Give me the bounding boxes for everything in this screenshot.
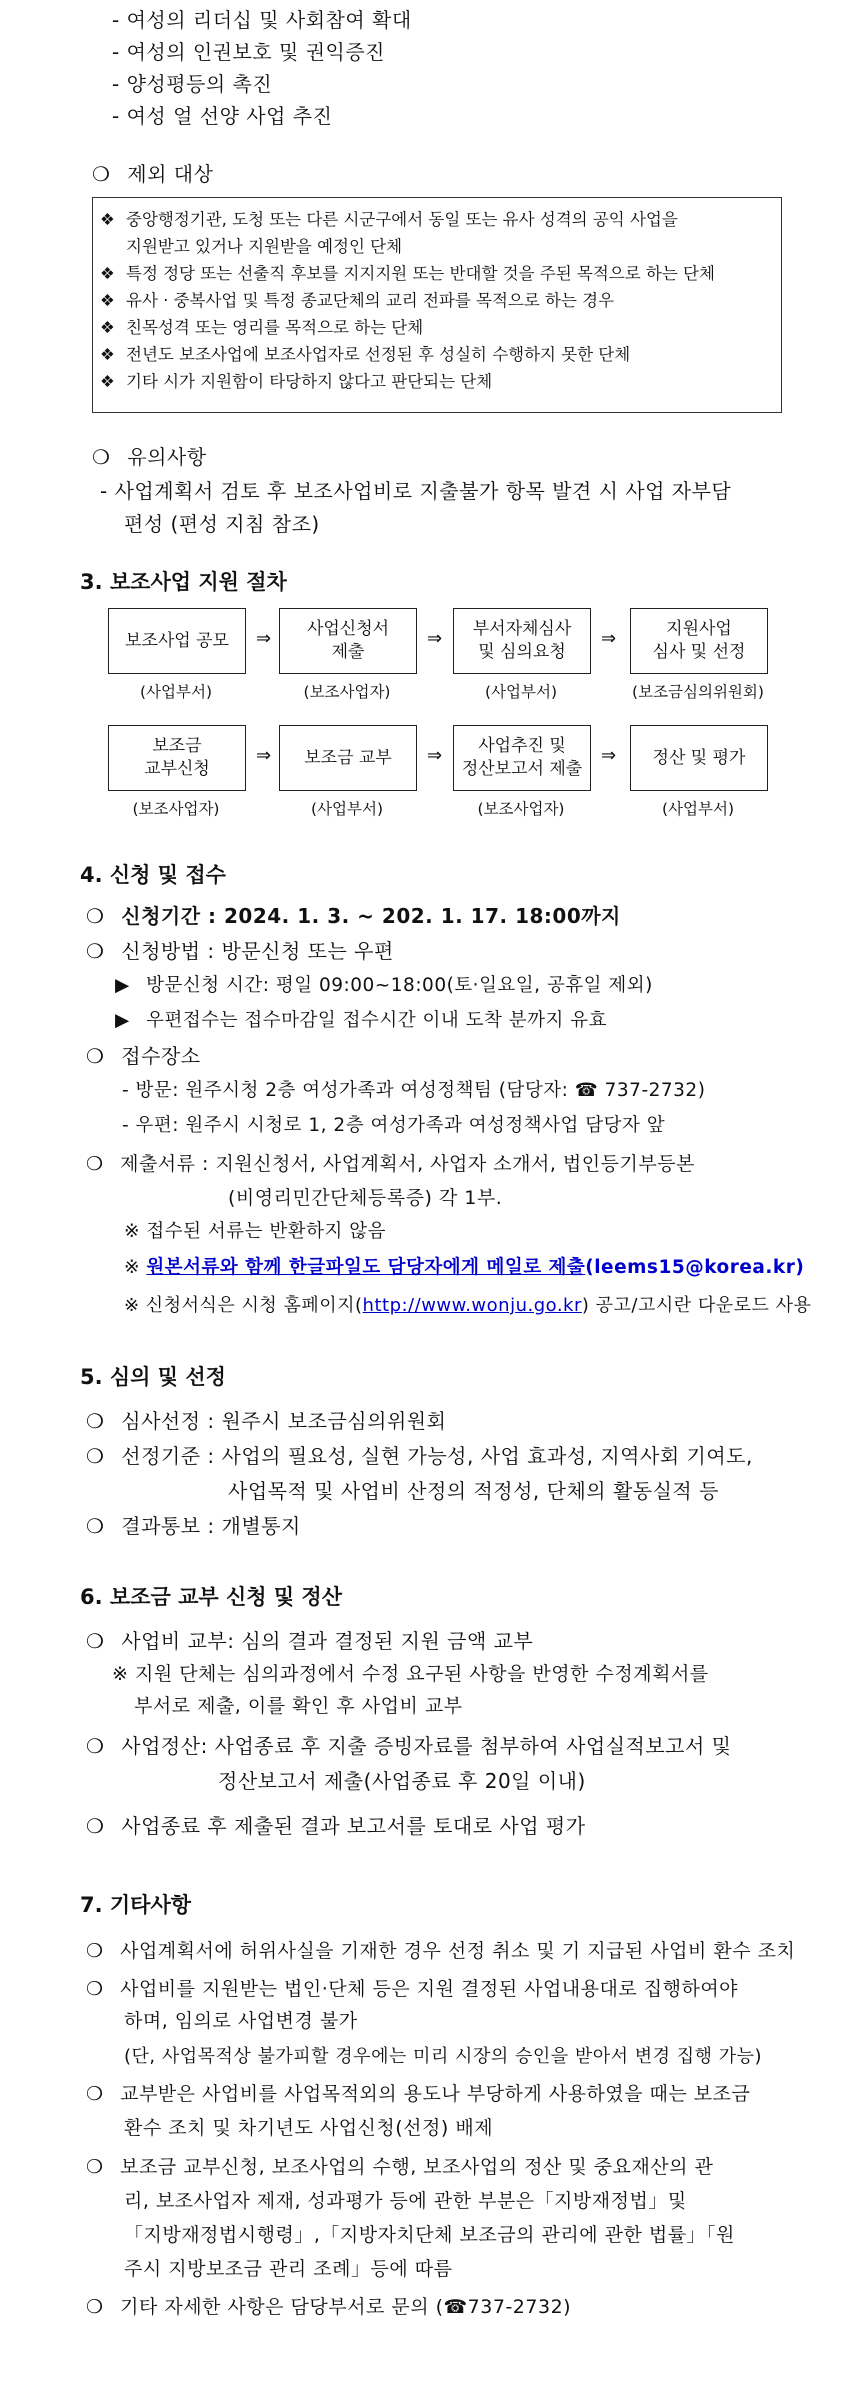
arrow-icon: ⇒ [256, 628, 272, 649]
exclusion-item-1-cont: 지원받고 있거나 지원받을 예정인 단체 [126, 237, 403, 256]
exclusion-item-4: ❖ 친목성격 또는 영리를 목적으로 하는 단체 [100, 316, 423, 340]
misc-item-2-note: (단, 사업목적상 불가피할 경우에는 미리 시장의 승인을 받아서 변경 집행 가능) [124, 2046, 763, 2067]
misc-item-3-cont: 환수 조치 및 차기년도 사업신청(선정) 배제 [124, 2117, 494, 2139]
grant-note-1: ※ 지원 단체는 심의과정에서 수정 요구된 사항을 반영한 수정계획서를 [112, 1663, 709, 1685]
misc-item-4: ❍ 보조금 교부신청, 보조사업의 수행, 보조사업의 정산 및 중요재산의 관 [86, 2156, 714, 2178]
arrow-icon: ⇒ [427, 745, 443, 766]
flow-step-1-label: (사업부서) [140, 683, 212, 701]
docs-note-3: ※ 신청서식은 시청 홈페이지(http://www.wonju.go.kr) 공고/고시란 다운로드 사용 [124, 1295, 812, 1316]
settlement-line-2: 정산보고서 제출(사업종료 후 20일 이내) [218, 1769, 586, 1793]
section-6-title: 6. 보조금 교부 신청 및 정산 [80, 1585, 343, 1609]
circle-bullet-icon: ❍ [86, 1978, 104, 2000]
flow-step-7: 사업추진 및 정산보고서 제출 [453, 725, 591, 791]
flow-step-5: 보조금 교부신청 [108, 725, 246, 791]
triangle-bullet-icon: ▶ [115, 1010, 130, 1031]
grant-line: ❍ 사업비 교부: 심의 결과 결정된 지원 금액 교부 [86, 1629, 534, 1653]
flow-step-6: 보조금 교부 [279, 725, 417, 791]
exclusion-item-3: ❖ 유사 · 중복사업 및 특정 종교단체의 교리 전파를 목적으로 하는 경우 [100, 289, 614, 313]
apply-method: ❍ 신청방법 : 방문신청 또는 우편 [86, 939, 394, 963]
misc-item-4-cont-1: 리, 보조사업자 제재, 성과평가 등에 관한 부분은「지방재정법」및 [124, 2190, 687, 2212]
flow-step-3: 부서자체심사 및 심의요청 [453, 608, 591, 674]
flow-step-3-label: (사업부서) [485, 683, 557, 701]
flow-step-1: 보조사업 공모 [108, 608, 246, 674]
flow-step-4: 지원사업 심사 및 선정 [630, 608, 768, 674]
notice-line-1: - 사업계획서 검토 후 보조사업비로 지출불가 항목 발견 시 사업 자부담 [100, 479, 732, 503]
goal-item-1: - 여성의 리더십 및 사회참여 확대 [112, 8, 412, 32]
exclusion-title: 제외 대상 [127, 162, 214, 186]
arrow-icon: ⇒ [601, 745, 617, 766]
circle-bullet-icon: ❍ [86, 1814, 105, 1838]
circle-bullet-icon: ❍ [86, 2296, 104, 2318]
docs-note-1: ※ 접수된 서류는 반환하지 않음 [124, 1221, 386, 1242]
circle-bullet-icon: ❍ [86, 1444, 105, 1468]
exclusion-heading [92, 160, 213, 188]
flow-step-4-label: (보조금심의위원회) [632, 683, 764, 701]
criteria-line-2: 사업목적 및 사업비 산정의 적정성, 단체의 활동실적 등 [228, 1479, 719, 1503]
circle-bullet-icon: ❍ [86, 1409, 105, 1433]
goal-item-4: - 여성 얼 선양 사업 추진 [112, 104, 333, 128]
misc-item-4-cont-2: 「지방재정법시행령」,「지방자치단체 보조금의 관리에 관한 법률」「원 [124, 2224, 735, 2246]
result-notice: ❍ 결과통보 : 개별통지 [86, 1514, 301, 1538]
section-5-title: 5. 심의 및 선정 [80, 1365, 226, 1389]
circle-bullet-icon: ❍ [86, 904, 105, 928]
misc-item-4-cont-3: 주시 지방보조금 관리 조례」등에 따름 [124, 2258, 453, 2280]
misc-item-5: ❍ 기타 자세한 사항은 담당부서로 문의 (☎737-2732) [86, 2296, 572, 2318]
misc-item-2-cont: 하며, 임의로 사업변경 불가 [124, 2010, 358, 2032]
circle-bullet-icon: ❍ [92, 445, 111, 469]
diamond-bullet-icon: ❖ [100, 345, 115, 364]
visit-time: ▶ 방문신청 시간: 평일 09:00~18:00(토·일요일, 공휴일 제외) [115, 975, 653, 996]
section-7-title: 7. 기타사항 [80, 1893, 192, 1917]
review-board: ❍ 심사선정 : 원주시 보조금심의위원회 [86, 1409, 447, 1433]
arrow-icon: ⇒ [256, 745, 272, 766]
misc-item-3: ❍ 교부받은 사업비를 사업목적외의 용도나 부당하게 사용하였을 때는 보조금 [86, 2083, 751, 2105]
evaluation-line: ❍ 사업종료 후 제출된 결과 보고서를 토대로 사업 평가 [86, 1814, 586, 1838]
homepage-link[interactable]: http://www.wonju.go.kr [362, 1295, 582, 1316]
section-4-title: 4. 신청 및 접수 [80, 863, 226, 887]
exclusion-item-2: ❖ 특정 정당 또는 선출직 후보를 지지지원 또는 반대할 것을 주된 목적으로 하는 단체 [100, 262, 715, 286]
grant-note-2: 부서로 제출, 이를 확인 후 사업비 교부 [134, 1695, 463, 1717]
circle-bullet-icon: ❍ [86, 939, 105, 963]
criteria-line-1: ❍ 선정기준 : 사업의 필요성, 실현 가능성, 사업 효과성, 지역사회 기여도, [86, 1444, 753, 1468]
diamond-bullet-icon: ❖ [100, 291, 115, 310]
flow-step-8: 정산 및 평가 [630, 725, 768, 791]
mail-rule: ▶ 우편접수는 접수마감일 접수시간 이내 도착 분까지 유효 [115, 1010, 607, 1031]
circle-bullet-icon: ❍ [92, 162, 111, 186]
place-mail: - 우편: 원주시 시청로 1, 2층 여성가족과 여성정책사업 담당자 앞 [122, 1115, 666, 1136]
diamond-bullet-icon: ❖ [100, 318, 115, 337]
exclusion-item-6: ❖ 기타 시가 지원함이 타당하지 않다고 판단되는 단체 [100, 370, 492, 394]
circle-bullet-icon: ❍ [86, 2156, 104, 2178]
apply-period: ❍ 신청기간 : 2024. 1. 3. ~ 202. 1. 17. 18:00까지 [86, 904, 621, 928]
place-heading: ❍ 접수장소 [86, 1044, 201, 1068]
notice-heading [92, 443, 207, 471]
settlement-line-1: ❍ 사업정산: 사업종료 후 지출 증빙자료를 첨부하여 사업실적보고서 및 [86, 1734, 732, 1758]
circle-bullet-icon: ❍ [86, 1940, 104, 1962]
flow-step-7-label: (보조사업자) [477, 800, 565, 818]
section-3-title: 3. 보조사업 지원 절차 [80, 570, 287, 594]
misc-item-2: ❍ 사업비를 지원받는 법인·단체 등은 지원 결정된 사업내용대로 집행하여야 [86, 1978, 739, 2000]
circle-bullet-icon: ❍ [86, 1734, 105, 1758]
flow-step-2-label: (보조사업자) [303, 683, 391, 701]
diamond-bullet-icon: ❖ [100, 372, 115, 391]
flow-step-8-label: (사업부서) [662, 800, 734, 818]
circle-bullet-icon: ❍ [86, 1629, 105, 1653]
goal-item-2: - 여성의 인권보호 및 권익증진 [112, 40, 385, 64]
arrow-icon: ⇒ [427, 628, 443, 649]
docs-line-2: (비영리민간단체등록증) 각 1부. [228, 1187, 503, 1209]
flow-step-6-label: (사업부서) [311, 800, 383, 818]
circle-bullet-icon: ❍ [86, 1153, 104, 1175]
docs-note-2: ※ 원본서류와 함께 한글파일도 담당자에게 메일로 제출(leems15@korea.kr) [124, 1257, 805, 1278]
triangle-bullet-icon: ▶ [115, 975, 130, 996]
exclusion-item-1: ❖ 중앙행정기관, 도청 또는 다른 시군구에서 동일 또는 유사 성격의 공익 사업을 [100, 208, 678, 232]
notice-line-2: 편성 (편성 지침 참조) [124, 512, 320, 536]
misc-item-1: ❍ 사업계획서에 허위사실을 기재한 경우 선정 취소 및 기 지급된 사업비 환수 조치 [86, 1940, 796, 1962]
circle-bullet-icon: ❍ [86, 2083, 104, 2105]
circle-bullet-icon: ❍ [86, 1044, 105, 1068]
goal-item-3: - 양성평등의 촉진 [112, 72, 273, 96]
flow-step-2: 사업신청서 제출 [279, 608, 417, 674]
flow-step-5-label: (보조사업자) [132, 800, 220, 818]
circle-bullet-icon: ❍ [86, 1514, 105, 1538]
notice-title: 유의사항 [127, 445, 207, 469]
diamond-bullet-icon: ❖ [100, 264, 115, 283]
exclusion-item-5: ❖ 전년도 보조사업에 보조사업자로 선정된 후 성실히 수행하지 못한 단체 [100, 343, 630, 367]
docs-line-1: ❍ 제출서류 : 지원신청서, 사업계획서, 사업자 소개서, 법인등기부등본 [86, 1153, 695, 1175]
place-visit: - 방문: 원주시청 2층 여성가족과 여성정책팀 (담당자: ☎ 737-2732) [122, 1080, 706, 1101]
arrow-icon: ⇒ [601, 628, 617, 649]
diamond-bullet-icon: ❖ [100, 210, 115, 229]
